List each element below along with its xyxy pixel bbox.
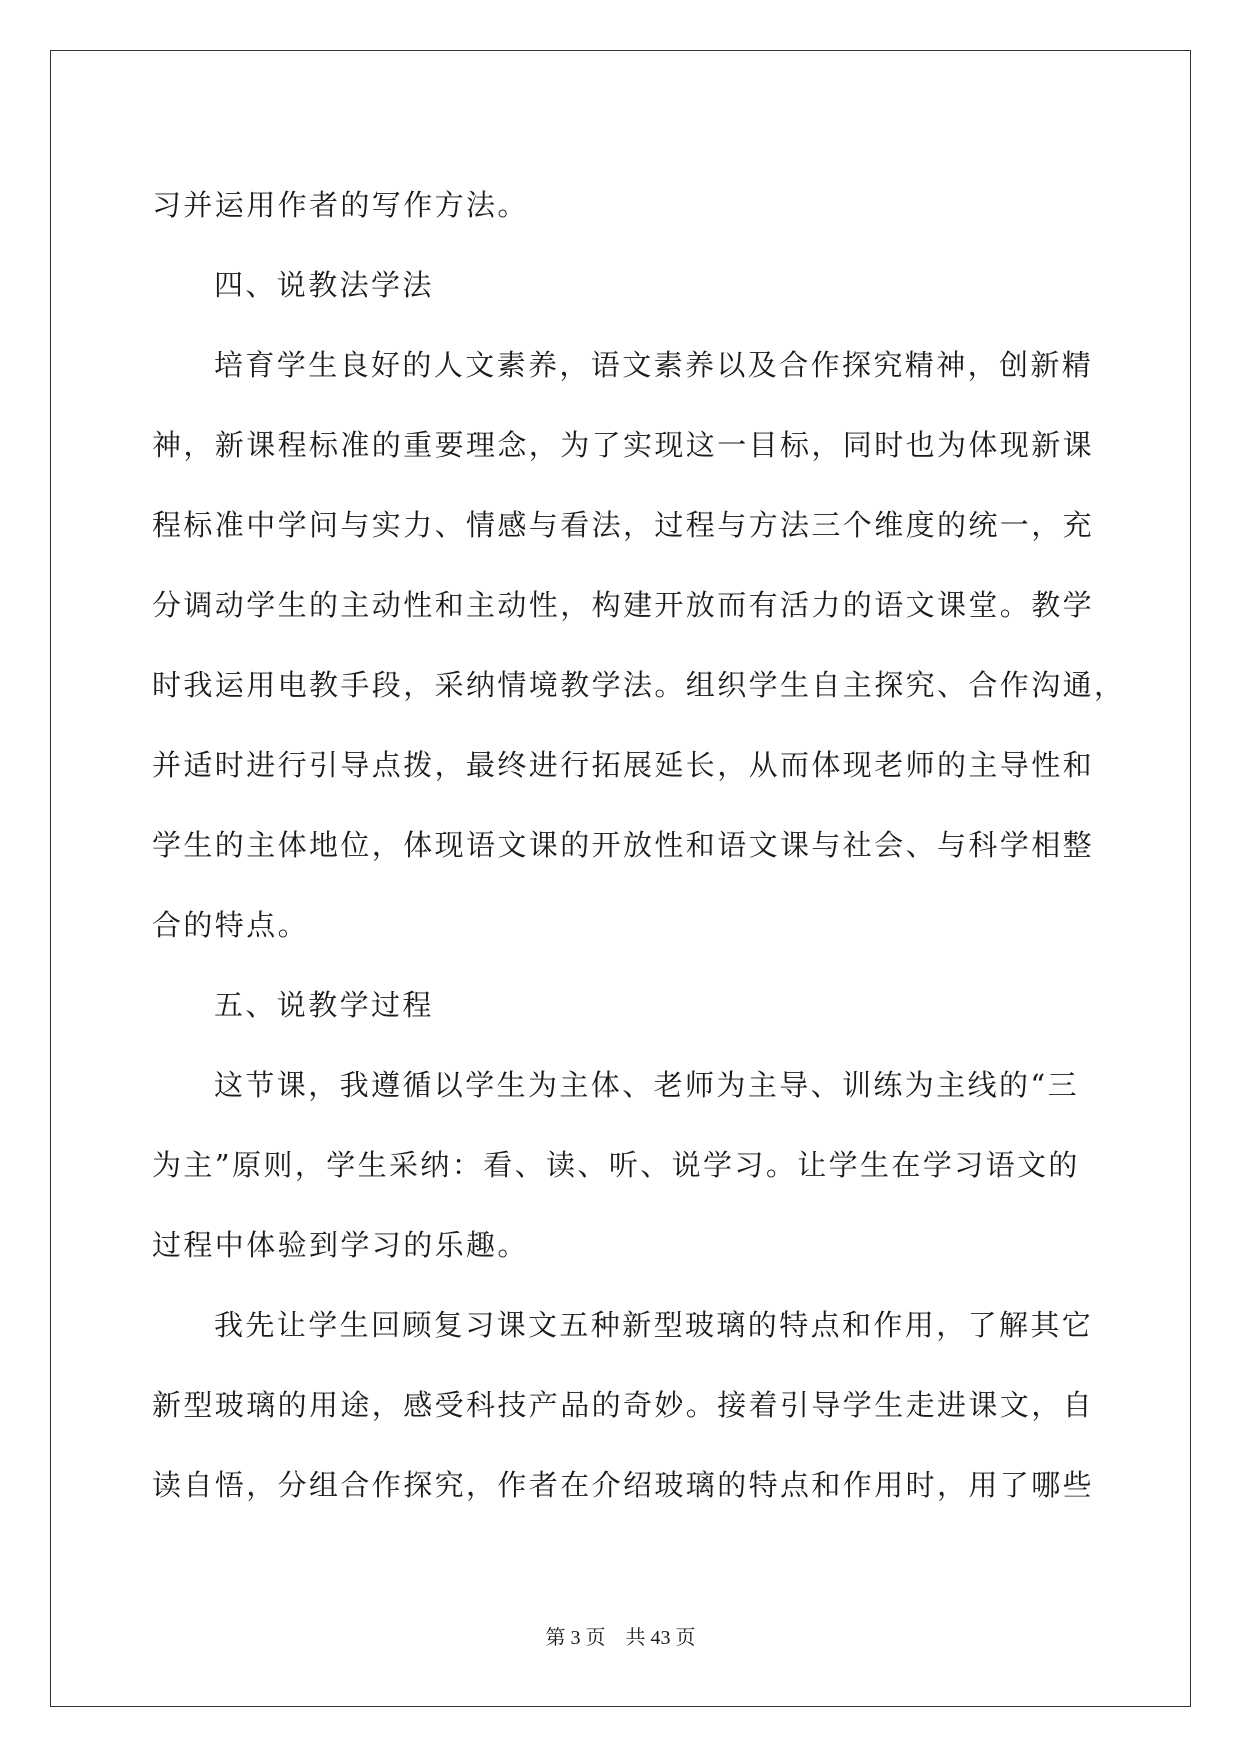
text-line: 新型玻璃的用途，感受科技产品的奇妙。接着引导学生走进课文，自: [152, 1388, 1095, 1422]
text-line: 分调动学生的主动性和主动性，构建开放而有活力的语文课堂。教学: [152, 588, 1095, 622]
text-line: 程标准中学问与实力、情感与看法，过程与方法三个维度的统一，充: [152, 508, 1095, 542]
text-line: 读自悟，分组合作探究，作者在介绍玻璃的特点和作用时，用了哪些: [152, 1468, 1095, 1502]
document-body: [152, 165, 1126, 1525]
text-line: 并适时进行引导点拨，最终进行拓展延长，从而体现老师的主导性和: [152, 748, 1095, 782]
text-line: 为主”原则，学生采纳：看、读、听、说学习。让学生在学习语文的: [152, 1148, 1080, 1182]
page-number-footer: 第 3 页 共 43 页: [545, 1627, 696, 1649]
text-line: 我先让学生回顾复习课文五种新型玻璃的特点和作用，了解其它: [214, 1308, 1094, 1342]
text-line: 合的特点。: [152, 908, 310, 942]
text-line: 习并运用作者的写作方法。: [152, 188, 529, 222]
text-line: 神，新课程标准的重要理念，为了实现这一目标，同时也为体现新课: [152, 428, 1095, 462]
text-line: 这节课，我遵循以学生为主体、老师为主导、训练为主线的“三: [214, 1068, 1080, 1102]
section-heading-teaching-methods: 四、说教法学法: [214, 268, 434, 302]
text-line: 过程中体验到学习的乐趣。: [152, 1228, 529, 1262]
text-line: 学生的主体地位，体现语文课的开放性和语文课与社会、与科学相整: [152, 828, 1095, 862]
text-line: 时我运用电教手段，采纳情境教学法。组织学生自主探究、合作沟通，: [152, 668, 1126, 702]
section-heading-teaching-process: 五、说教学过程: [214, 988, 434, 1022]
text-line: 培育学生良好的人文素养，语文素养以及合作探究精神，创新精: [214, 348, 1094, 382]
